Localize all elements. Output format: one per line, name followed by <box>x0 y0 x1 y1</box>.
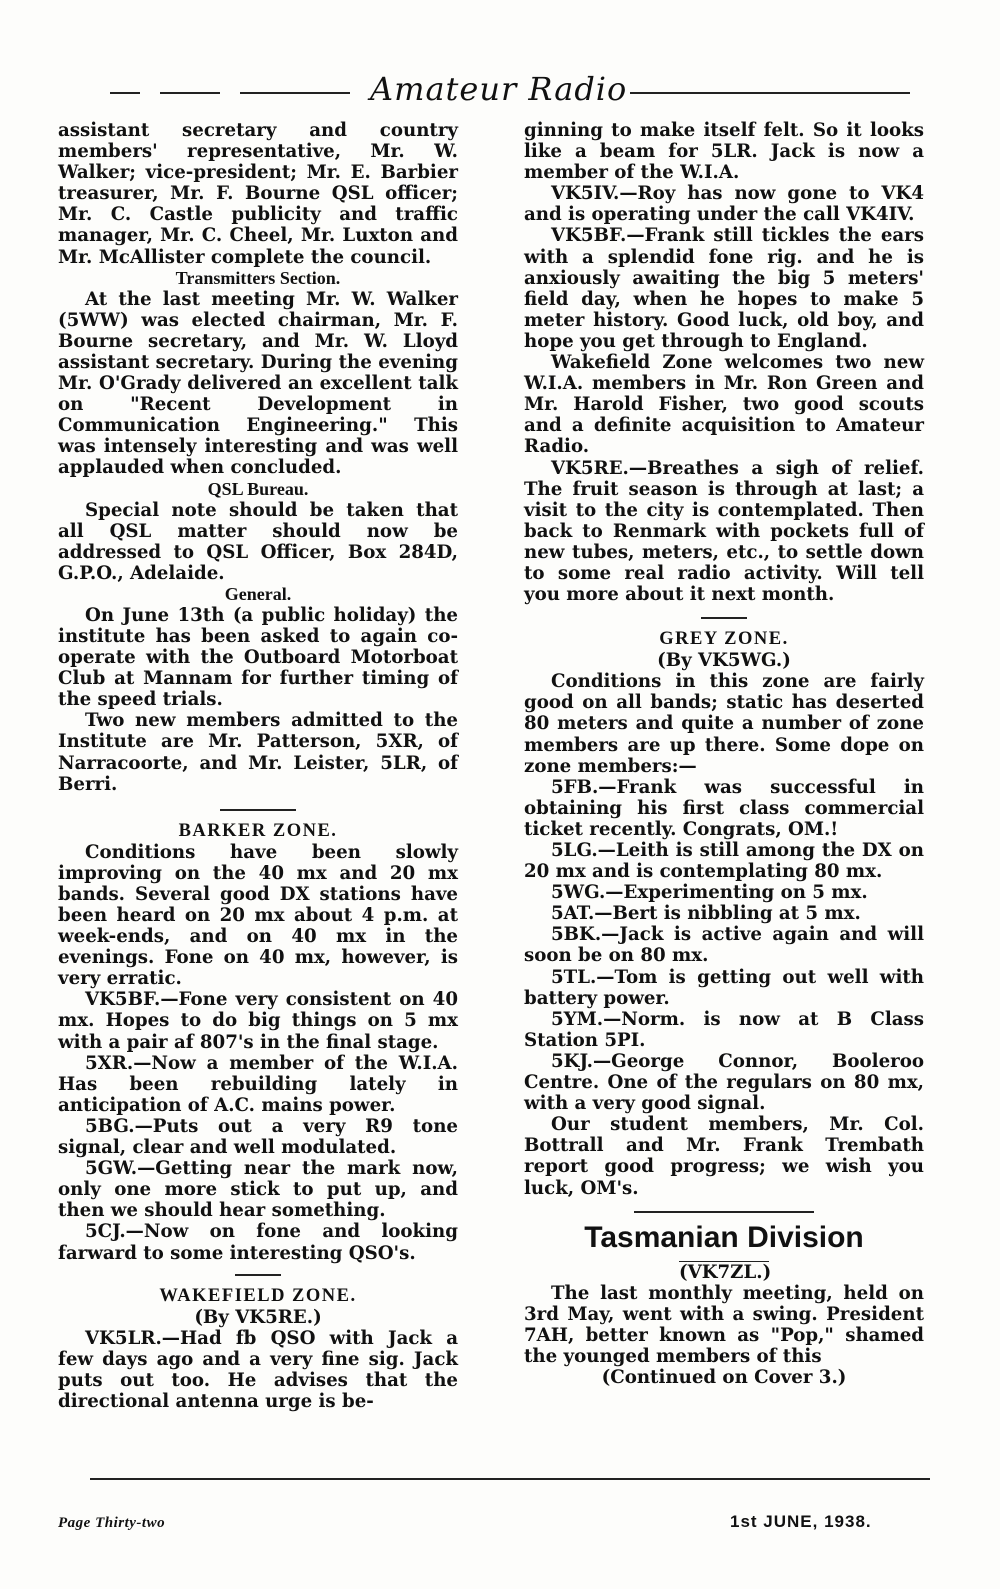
barker-paragraph: VK5BF.—Fone very consistent on 40 mx. Hopes to do big things on 5 mx with a pair af 807's in the final stage. <box>58 989 458 1053</box>
tasmanian-paragraph: The last monthly meeting, held on 3rd May, went with a swing. President 7AH, better known as "Pop," shamed the younged members of this <box>524 1282 924 1367</box>
qsl-bureau-heading: QSL Bureau. <box>207 478 309 499</box>
right-column <box>524 120 924 1388</box>
qsl-paragraph: Special note should be taken that all QSL matter should now be addressed to QSL Officer, Box 284D, G.P.O., Adelaide. <box>58 499 458 584</box>
header-rule-dash <box>160 92 220 94</box>
general-paragraph: On June 13th (a public holiday) the institute has been asked to again co-operate with the Outboard Motorboat Club at Mannam for further timing of the speed trials. <box>58 604 458 711</box>
barker-paragraph: 5GW.—Getting near the mark now, only one more stick to put up, and then we should hear something. <box>58 1158 458 1222</box>
transmitters-section-heading: Transmitters Section. <box>175 267 341 288</box>
wakefield-paragraph: VK5IV.—Roy has now gone to VK4 and is operating under the call VK4IV. <box>524 183 924 226</box>
grey-paragraph: Conditions in this zone are fairly good on all bands; static has deserted 80 meters and quite a number of zone members are up there. Some dope on zone members:— <box>524 671 924 777</box>
grey-paragraph: 5WG.—Experimenting on 5 mx. <box>551 882 868 904</box>
grey-byline: (By VK5WG.) <box>657 650 791 672</box>
header-rule-left <box>240 92 350 94</box>
section-divider <box>235 1274 281 1276</box>
barker-zone-heading: BARKER ZONE. <box>178 820 338 841</box>
wakefield-paragraph: VK5RE.—Breathes a sigh of relief. The fruit season is through at last; a visit to the city is contemplated. Then back to Renmark with pockets full of new tubes, meters, etc., to settle down to some real radio activity. Will tell you more about it next month. <box>524 457 924 606</box>
section-divider <box>220 809 296 811</box>
wakefield-paragraph: VK5LR.—Had fb QSO with Jack a few days ago and a very fine sig. Jack puts out too. He advises that the directional antenna urge is be- <box>58 1327 458 1412</box>
page-number: Page Thirty-two <box>58 1515 166 1531</box>
footer-rule <box>90 1478 930 1480</box>
magazine-title: Amateur Radio <box>370 70 628 108</box>
grey-paragraph: 5AT.—Bert is nibbling at 5 mx. <box>551 903 861 925</box>
wakefield-zone-heading: WAKEFIELD ZONE. <box>159 1285 357 1306</box>
header-rule-dash <box>110 92 140 94</box>
issue-date: 1st JUNE, 1938. <box>730 1512 872 1531</box>
wakefield-byline: (By VK5RE.) <box>194 1306 322 1328</box>
wakefield-paragraph: Wakefield Zone welcomes two new W.I.A. members in Mr. Ron Green and Mr. Harold Fisher, two good scouts and a definite acquisition to Amateur Radio. <box>524 352 924 458</box>
grey-paragraph: 5BK.—Jack is active again and will soon be on 80 mx. <box>524 924 924 967</box>
continuation-paragraph: ginning to make itself felt. So it looks like a beam for 5LR. Jack is now a member of the W.I.A. <box>524 120 924 184</box>
wakefield-paragraph: VK5BF.—Frank still tickles the ears with a splendid fone rig. and he is anxiously awaiting the big 5 meters' field day, when he hopes to make 5 meter history. Good luck, old boy, and hope you get through to England. <box>524 225 924 352</box>
continued-note: (Continued on Cover 3.) <box>601 1367 847 1389</box>
grey-paragraph: 5FB.—Frank was successful in obtaining his first class commercial ticket recently. Congrats, OM.! <box>524 776 924 840</box>
grey-paragraph: 5YM.—Norm. is now at B Class Station 5PI. <box>524 1008 924 1051</box>
intro-paragraph: assistant secretary and country members' representative, Mr. W. Walker; vice-president; Mr. E. Barbier treasurer, Mr. F. Bourne QSL officer; Mr. C. Castle publicity and traffic manager, Mr. C. Cheel, Mr. Luxton and Mr. McAllister complete the council. <box>58 120 458 268</box>
grey-paragraph: Our student members, Mr. Col. Bottrall and Mr. Frank Trembath report good progress; we wish you luck, OM's. <box>524 1114 924 1199</box>
grey-paragraph: 5TL.—Tom is getting out well with battery power. <box>524 966 924 1009</box>
general-paragraph: Two new members admitted to the Institute are Mr. Patterson, 5XR, of Narracoorte, and Mr. Leister, 5LR, of Berri. <box>58 710 458 795</box>
grey-zone-heading: GREY ZONE. <box>659 629 789 650</box>
tasmanian-byline: (VK7ZL.) <box>679 1261 772 1283</box>
barker-paragraph: 5XR.—Now a member of the W.I.A. Has been rebuilding lately in anticipation of A.C. mains power. <box>58 1052 458 1116</box>
barker-paragraph: 5CJ.—Now on fone and looking farward to some interesting QSO's. <box>58 1221 458 1264</box>
grey-paragraph: 5LG.—Leith is still among the DX on 20 mx and is contemplating 80 mx. <box>524 840 924 883</box>
grey-paragraph: 5KJ.—George Connor, Booleroo Centre. One of the regulars on 80 mx, with a very good signal. <box>524 1050 924 1115</box>
transmitters-paragraph: At the last meeting Mr. W. Walker (5WW) was elected chairman, Mr. F. Bourne secretary, and Mr. W. Lloyd assistant secretary. During the evening Mr. O'Grady delivered an excellent talk on "Recent Development in Communication Engineering." This was intensely interesting and was well applauded when concluded. <box>58 288 458 479</box>
header-rule-right <box>630 92 910 94</box>
general-heading: General. <box>224 583 292 604</box>
barker-paragraph: 5BG.—Puts out a very R9 tone signal, clear and well modulated. <box>58 1115 458 1159</box>
tasmanian-division-heading: Tasmanian Division <box>584 1220 864 1254</box>
section-divider <box>634 1211 814 1213</box>
left-column <box>58 120 458 1412</box>
section-divider <box>701 617 747 619</box>
barker-paragraph: Conditions have been slowly improving on the 40 mx and 20 mx bands. Several good DX stations have been heard on 20 mx about 4 p.m. at week-ends, and on 40 mx in the evenings. Fone on 40 mx, however, is very erratic. <box>58 841 458 990</box>
page-header <box>90 70 920 110</box>
